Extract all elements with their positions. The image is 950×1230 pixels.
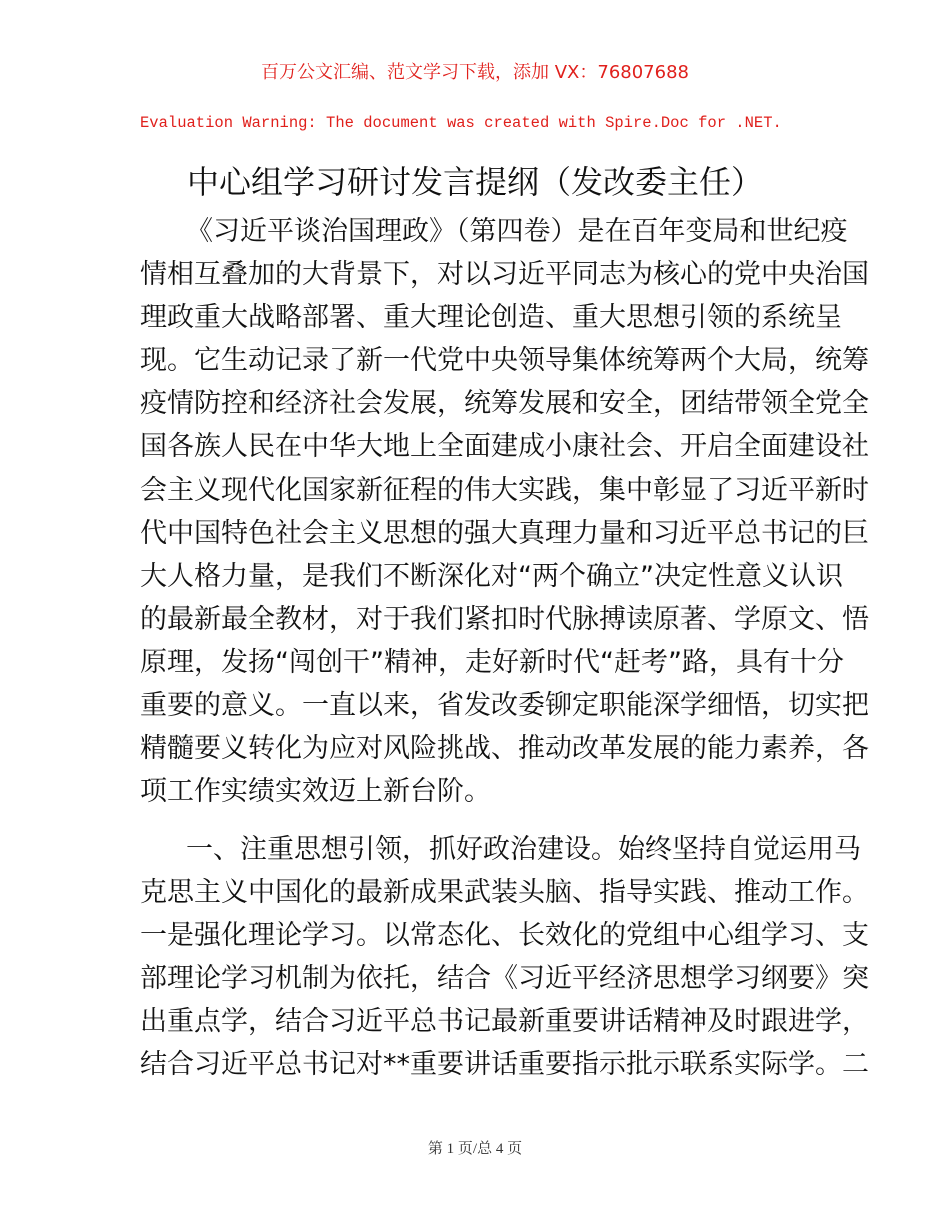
text-line: 部理论学习机制为依托，结合《习近平经济思想学习纲要》突 [140,963,869,995]
text-line: 原理，发扬“闯创干”精神，走好新时代“赶考”路，具有十分 [140,646,844,678]
text-line: 的最新最全教材，对于我们紧扣时代脉搏读原著、学原文、悟 [140,603,869,635]
evaluation-warning: Evaluation Warning: The document was created with Spire.Doc for .NET. [140,114,782,132]
text-line: 疫情防控和经济社会发展，统筹发展和安全，团结带领全党全 [140,388,869,420]
text-line: 情相互叠加的大背景下，对以习近平同志为核心的党中央治国 [140,259,869,291]
text-line: 出重点学，结合习近平总书记最新重要讲话精神及时跟进学， [140,1006,869,1038]
text-line: 精髓要义转化为应对风险挑战、推动改革发展的能力素养，各 [140,733,869,765]
text-line: 重要的意义。一直以来，省发改委铆定职能深学细悟，切实把 [140,690,869,722]
text-line: 大人格力量，是我们不断深化对“两个确立”决定性意义认识 [140,560,843,592]
text-line: 克思主义中国化的最新成果武装头脑、指导实践、推动工作。 [140,877,869,909]
download-banner: 百万公文汇编、范文学习下载，添加 VX：76807688 [261,62,689,83]
text-line: 结合习近平总书记对**重要讲话重要指示批示联系实际学。二 [140,1049,869,1081]
text-line: 现。它生动记录了新一代党中央领导集体统筹两个大局，统筹 [140,345,869,377]
text-line: 国各族人民在中华大地上全面建成小康社会、开启全面建设社 [140,431,869,463]
text-line: 一是强化理论学习。以常态化、长效化的党组中心组学习、支 [140,920,869,952]
document-title: 中心组学习研讨发言提纲（发改委主任） [186,163,763,201]
paragraph-section-one [140,828,869,1087]
text-line: 《习近平谈治国理政》（第四卷）是在百年变局和世纪疫 [186,216,848,247]
text-line: 代中国特色社会主义思想的强大真理力量和习近平总书记的巨 [140,517,869,549]
page-number: 第 1 页/总 4 页 [427,1141,523,1157]
text-line: 会主义现代化国家新征程的伟大实践，集中彰显了习近平新时 [140,474,869,506]
text-line: 项工作实绩实效迈上新台阶。 [140,776,491,808]
text-line: 理政重大战略部署、重大理论创造、重大思想引领的系统呈 [140,302,842,334]
text-line: 一、注重思想引领，抓好政治建设。始终坚持自觉运用马 [186,834,861,865]
paragraph-intro [140,210,869,813]
